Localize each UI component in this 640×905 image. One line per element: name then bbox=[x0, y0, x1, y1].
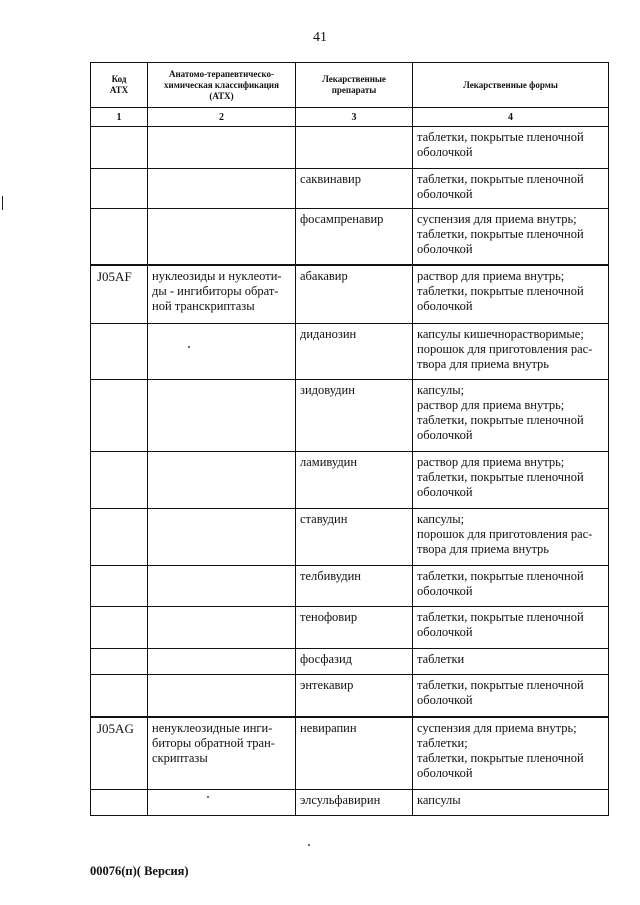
header-classification bbox=[148, 63, 296, 108]
cell-code bbox=[91, 566, 148, 607]
table-row bbox=[91, 566, 609, 607]
cell-classification bbox=[148, 509, 296, 566]
cell-drug: фосфазид bbox=[296, 649, 413, 675]
cell-forms: раствор для приема внутрь; таблетки, покрытые пленочной оболочкой bbox=[413, 265, 609, 324]
cell-classification bbox=[148, 675, 296, 718]
cell-code bbox=[91, 380, 148, 452]
cell-forms: капсулы; раствор для приема внутрь; таблетки, покрытые пленочной оболочкой bbox=[413, 380, 609, 452]
table-row bbox=[91, 790, 609, 816]
scan-dot bbox=[207, 796, 209, 798]
cell-drug: фосампренавир bbox=[296, 209, 413, 266]
header-code bbox=[91, 63, 148, 108]
header-drugs bbox=[296, 63, 413, 108]
header-drugs-text: Лекарственные препараты bbox=[322, 74, 386, 95]
page-number: 41 bbox=[313, 30, 327, 45]
cell-code bbox=[91, 675, 148, 718]
cell-classification bbox=[148, 649, 296, 675]
header-classification-text: Анатомо-терапевтическо- химическая классификация (АТХ) bbox=[164, 68, 279, 101]
margin-mark bbox=[2, 196, 3, 210]
cell-classification bbox=[148, 380, 296, 452]
cell-forms: таблетки, покрытые пленочной оболочкой bbox=[413, 169, 609, 209]
cell-code bbox=[91, 324, 148, 380]
cell-forms: суспензия для приема внутрь; таблетки; таблетки, покрытые пленочной оболочкой bbox=[413, 717, 609, 790]
table-row bbox=[91, 209, 609, 266]
cell-classification bbox=[148, 607, 296, 649]
cell-code: J05AG bbox=[91, 717, 148, 790]
cell-drug: зидовудин bbox=[296, 380, 413, 452]
cell-classification bbox=[148, 324, 296, 380]
scan-dot bbox=[308, 844, 310, 846]
cell-code bbox=[91, 509, 148, 566]
table-row bbox=[91, 127, 609, 169]
header-forms-text: Лекарственные формы bbox=[463, 79, 558, 90]
cell-forms: капсулы; порошок для приготовления рас- твора для приема внутрь bbox=[413, 509, 609, 566]
table-row bbox=[91, 380, 609, 452]
cell-classification bbox=[148, 790, 296, 816]
table-row bbox=[91, 607, 609, 649]
cell-forms: таблетки, покрытые пленочной оболочкой bbox=[413, 566, 609, 607]
cell-code bbox=[91, 127, 148, 169]
cell-classification: ненуклеозидные инги- биторы обратной тран- скриптазы bbox=[148, 717, 296, 790]
cell-drug: диданозин bbox=[296, 324, 413, 380]
header-forms bbox=[413, 63, 609, 108]
scan-dot bbox=[188, 346, 190, 348]
cell-drug: саквинавир bbox=[296, 169, 413, 209]
table-body bbox=[91, 127, 609, 816]
header-num-3: 3 bbox=[296, 108, 413, 127]
table-row bbox=[91, 169, 609, 209]
cell-forms: таблетки bbox=[413, 649, 609, 675]
cell-forms: таблетки, покрытые пленочной оболочкой bbox=[413, 607, 609, 649]
cell-drug: телбивудин bbox=[296, 566, 413, 607]
table-row bbox=[91, 649, 609, 675]
table-row bbox=[91, 509, 609, 566]
cell-code bbox=[91, 649, 148, 675]
cell-code bbox=[91, 169, 148, 209]
cell-classification bbox=[148, 209, 296, 266]
table-row bbox=[91, 452, 609, 509]
cell-classification bbox=[148, 127, 296, 169]
cell-code bbox=[91, 452, 148, 509]
cell-code: J05AF bbox=[91, 265, 148, 324]
cell-forms: раствор для приема внутрь; таблетки, покрытые пленочной оболочкой bbox=[413, 452, 609, 509]
table-row bbox=[91, 717, 609, 790]
cell-drug bbox=[296, 127, 413, 169]
cell-drug: тенофовир bbox=[296, 607, 413, 649]
cell-code bbox=[91, 209, 148, 266]
cell-forms: таблетки, покрытые пленочной оболочкой bbox=[413, 675, 609, 718]
header-num-4: 4 bbox=[413, 108, 609, 127]
cell-drug: абакавир bbox=[296, 265, 413, 324]
document-footer: 00076(п)( Версия) bbox=[90, 864, 189, 878]
cell-forms: капсулы bbox=[413, 790, 609, 816]
cell-classification bbox=[148, 169, 296, 209]
cell-code bbox=[91, 790, 148, 816]
cell-forms: таблетки, покрытые пленочной оболочкой bbox=[413, 127, 609, 169]
cell-classification: нуклеозиды и нуклеоти- ды - ингибиторы обрат- ной транскриптазы bbox=[148, 265, 296, 324]
atx-table bbox=[90, 62, 609, 816]
cell-forms: суспензия для приема внутрь; таблетки, покрытые пленочной оболочкой bbox=[413, 209, 609, 266]
table-row bbox=[91, 675, 609, 718]
cell-code bbox=[91, 607, 148, 649]
cell-drug: невирапин bbox=[296, 717, 413, 790]
header-num-2: 2 bbox=[148, 108, 296, 127]
cell-drug: элсульфавирин bbox=[296, 790, 413, 816]
table-row bbox=[91, 265, 609, 324]
cell-classification bbox=[148, 566, 296, 607]
cell-drug: ставудин bbox=[296, 509, 413, 566]
cell-forms: капсулы кишечнорастворимые; порошок для приготовления рас- твора для приема внутрь bbox=[413, 324, 609, 380]
cell-classification bbox=[148, 452, 296, 509]
header-num-1: 1 bbox=[91, 108, 148, 127]
header-code-text: Код АТХ bbox=[109, 74, 129, 95]
cell-drug: ламивудин bbox=[296, 452, 413, 509]
table-row bbox=[91, 324, 609, 380]
cell-drug: энтекавир bbox=[296, 675, 413, 718]
